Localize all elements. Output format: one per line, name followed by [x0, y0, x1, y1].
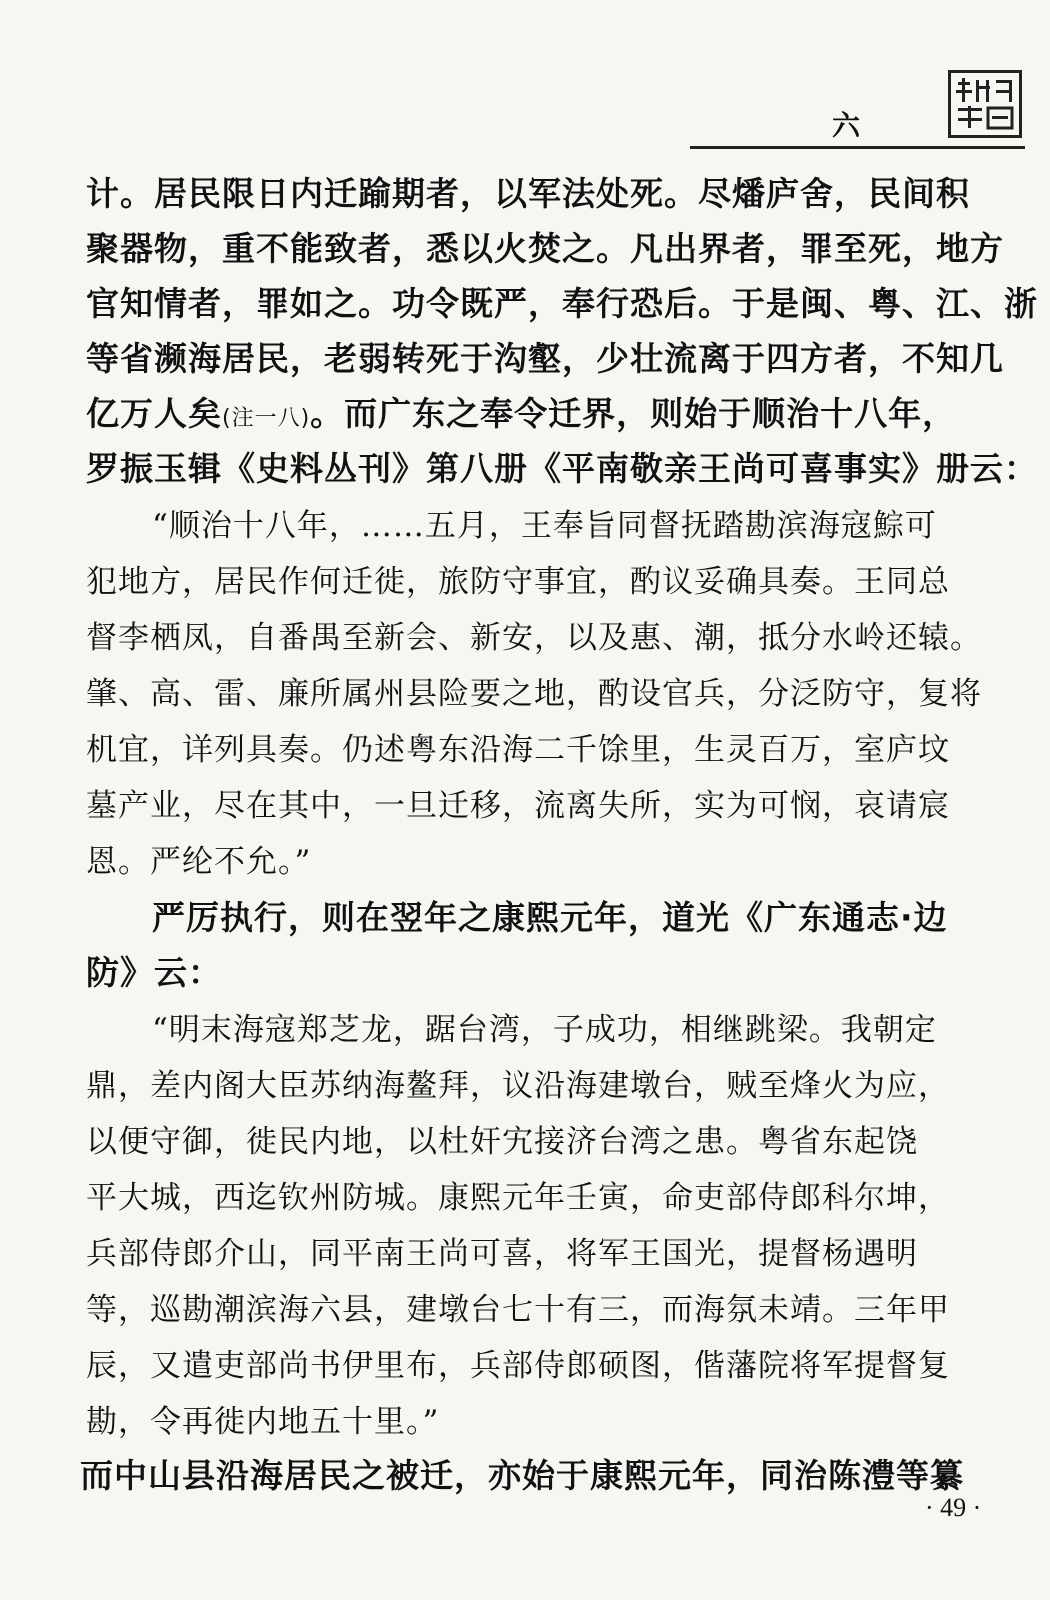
quote-line: 兵部侍郎介山，同平南王尚可喜，将军王国光，提督杨遇明 [86, 1236, 918, 1272]
quote-line: 机宜，详列具奏。仍述粤东沿海二千馀里，生灵百万，室庐坟 [86, 732, 950, 768]
quote-line: 督李栖凤，自番禺至新会、新安，以及惠、潮，抵分水岭还辕。 [86, 620, 982, 656]
quote-line: 等，巡勘潮滨海六县，建墩台七十有三，而海氛未靖。三年甲 [86, 1292, 950, 1328]
body-line: 严厉执行，则在翌年之康熙元年，道光《广东通志·边 [152, 898, 948, 937]
quote-line: 恩。严纶不允。” [86, 844, 312, 880]
quote-line: 犯地方，居民作何迁徙，旅防守事宜，酌议妥确具奏。王同总 [86, 564, 950, 600]
body-line: 计。居民限日内迁踰期者，以军法处死。尽燔庐舍，民间积 [86, 174, 970, 213]
body-line [86, 394, 957, 439]
header-rule [690, 146, 1025, 149]
quote-line: 勘，令再徙内地五十里。” [86, 1404, 440, 1440]
page-number: · 49 · [925, 1493, 982, 1522]
quote-line: 辰，又遣吏部尚书伊里布，兵部侍郎硕图，偕藩院将军提督复 [86, 1348, 950, 1384]
body-line: 而中山县沿海居民之被迁，亦始于康熙元年，同治陈澧等纂 [80, 1456, 964, 1495]
body-text: 亿万人矣 [86, 394, 222, 433]
body-line: 聚器物，重不能致者，悉以火焚之。凡出界者，罪至死，地方 [86, 229, 1004, 268]
quote-line: 肇、高、雷、廉所属州县险要之地，酌设官兵，分泛防守，复将 [86, 676, 982, 712]
body-line: 官知情者，罪如之。功令既严，奉行恐后。于是闽、粤、江、浙 [86, 284, 1038, 323]
body-line: 罗振玉辑《史料丛刊》第八册《平南敬亲王尚可喜事实》册云： [86, 449, 1038, 488]
chapter-number: 六 [832, 109, 861, 142]
body-line: 防》云： [86, 953, 222, 992]
quote-line: “顺治十八年，……五月，王奉旨同督抚踏勘滨海寇鯮可 [152, 508, 937, 544]
footnote-marker: (注一八) [222, 406, 311, 431]
quote-line: 墓产业，尽在其中，一旦迁移，流离失所，实为可悯，哀请宸 [86, 788, 950, 824]
body-line: 等省濒海居民，老弱转死于沟壑，少壮流离于四方者，不知几 [86, 339, 1004, 378]
quote-line: 平大城，西迄钦州防城。康熙元年壬寅，命吏部侍郎科尔坤， [86, 1180, 950, 1216]
body-text: 。而广东之奉令迁界，则始于顺治十八年， [310, 394, 957, 433]
quote-line: 以便守御，徙民内地，以杜奸宄接济台湾之患。粤省东起饶 [86, 1124, 918, 1160]
seal-stamp-icon [948, 70, 1022, 138]
quote-line: “明末海寇郑芝龙，踞台湾，子成功，相继跳梁。我朝定 [152, 1012, 937, 1048]
quote-line: 鼎，差内阁大臣苏纳海鳌拜，议沿海建墩台，贼至烽火为应， [86, 1068, 950, 1104]
